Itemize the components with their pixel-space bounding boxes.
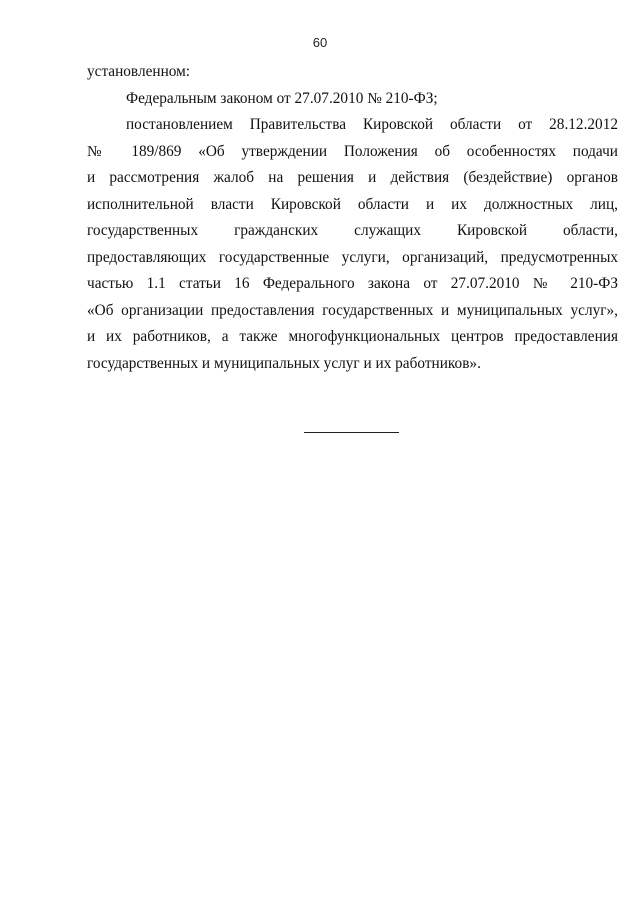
text-line: предоставляющих государственные услуги, организаций, предусмотренных <box>87 248 618 266</box>
text-line: Федеральным законом от 27.07.2010 № 210-ФЗ; <box>126 89 438 107</box>
text-line: исполнительной власти Кировской области и их должностных лиц, <box>87 195 618 213</box>
text-line: и их работников, а также многофункциональных центров предоставления <box>87 328 618 345</box>
document-body <box>87 59 618 377</box>
text-line: государственных и муниципальных услуг и их работников». <box>87 354 481 372</box>
text-line: частью 1.1 статьи 16 Федерального закона от 27.07.2010 № 210-ФЗ <box>87 275 618 292</box>
text-line: «Об организации предоставления государственных и муниципальных услуг», <box>87 301 618 319</box>
text-line: и рассмотрения жалоб на решения и действия (бездействие) органов <box>87 169 618 186</box>
page-number: 60 <box>312 35 328 50</box>
closing-separator-line <box>304 432 399 433</box>
text-line: № 189/869 «Об утверждении Положения об особенностях подачи <box>87 142 618 160</box>
text-line: государственных гражданских служащих Кировской области, <box>87 222 618 239</box>
text-line: установленном: <box>87 63 191 80</box>
text-line: постановлением Правительства Кировской области от 28.12.2012 <box>126 116 618 133</box>
